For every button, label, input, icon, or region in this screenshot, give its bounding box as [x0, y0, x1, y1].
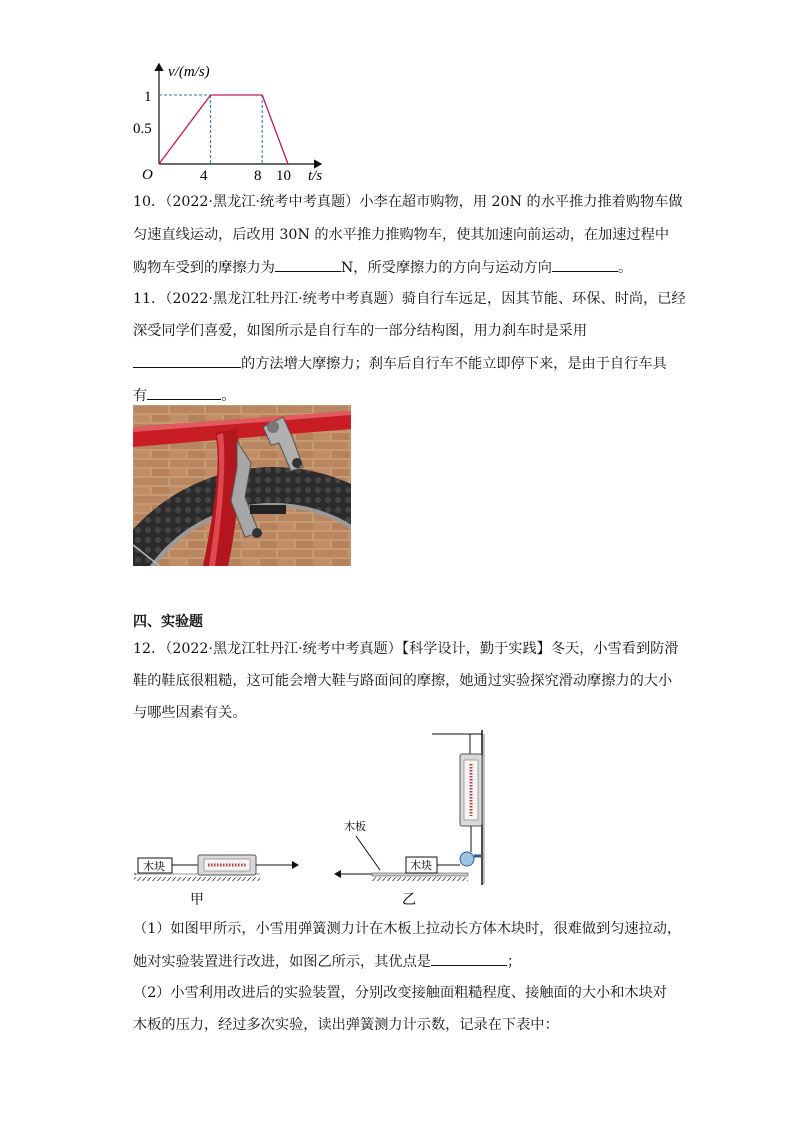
sub1-line2 [133, 951, 521, 972]
q11-line4-text-b: 。 [221, 388, 236, 404]
q11-line3-text: 的方法增大摩擦力；刹车后自行车不能立即停下来，是由于自行车具 [241, 356, 667, 372]
q10-line3-text-b: N，所受摩擦力的方向与运动方向 [340, 260, 552, 276]
sub1-line1: （1）如图甲所示，小雪用弹簧测力计在木板上拉动长方体木块时，很难做到匀速拉动， [133, 921, 682, 937]
board-label: 木板 [344, 821, 366, 833]
q10-line2: 匀速直线运动，后改用 30N 的水平推力推购物车，使其加速向前运动，在加速过程中 [133, 227, 670, 243]
y-axis-label: v/(m/s) [168, 64, 210, 80]
x-tick-10: 10 [276, 168, 291, 183]
block-label-b: 木块 [410, 860, 432, 872]
bicycle-brake-photo [133, 405, 351, 566]
y-tick-1: 1 [144, 89, 152, 105]
caption-b: 乙 [402, 893, 416, 908]
q11-line2: 深受同学们喜爱，如图所示是自行车的一部分结构图，用力刹车时是采用 [133, 323, 588, 339]
q11-line3 [133, 353, 667, 374]
q11-line1: 11．（2022·黑龙江牡丹江·统考中考真题）骑自行车远足，因其节能、环保、时尚，已经 [133, 291, 686, 307]
q11-blank-inertia[interactable] [147, 385, 221, 400]
block-label-a: 木块 [143, 861, 165, 873]
experiment-figure [130, 728, 500, 908]
velocity-series-line [159, 95, 288, 164]
section-heading: 四、实验题 [133, 614, 203, 630]
q10-line3-text-c: 。 [617, 260, 633, 276]
x-tick-8: 8 [254, 168, 262, 183]
sub1-blank-advantage[interactable] [431, 951, 507, 966]
sub1-line2-text-b: ； [506, 954, 522, 970]
q10-line3-text-a: 购物车受到的摩擦力为 [133, 260, 275, 276]
x-tick-4: 4 [200, 168, 208, 183]
q12-line1: 12．（2022·黑龙江牡丹江·统考中考真题）【科学设计，勤于实践】冬天，小雪看到防滑 [133, 641, 679, 657]
q10-blank-friction[interactable] [275, 257, 341, 272]
caption-a: 甲 [190, 893, 204, 908]
sub2-line1: （2）小雪利用改进后的实验装置，分别改变接触面粗糙程度、接触面的大小和木块对 [133, 985, 667, 1001]
q10-line3 [133, 257, 632, 278]
q11-line4-text-a: 有 [133, 388, 148, 404]
x-axis-label: t/s [308, 168, 323, 183]
q11-line4 [133, 385, 235, 406]
origin-label: O [142, 167, 153, 183]
q10-blank-direction[interactable] [552, 257, 618, 272]
q11-blank-method[interactable] [133, 353, 241, 368]
q12-line3: 与哪些因素有关。 [133, 705, 247, 721]
velocity-time-graph [128, 58, 328, 183]
sub1-line2-text-a: 她对实验装置进行改进，如图乙所示，其优点是 [133, 954, 431, 970]
sub2-line2: 木板的压力，经过多次实验，读出弹簧测力计示数，记录在下表中： [133, 1017, 559, 1033]
q10-line1: 10．（2022·黑龙江·统考中考真题）小李在超市购物，用 20N 的水平推力推着购物车做 [133, 194, 683, 210]
y-tick-0-5: 0.5 [133, 121, 152, 137]
q12-line2: 鞋的鞋底很粗糙，这可能会增大鞋与路面间的摩擦，她通过实验探究滑动摩擦力的大小 [133, 673, 673, 689]
